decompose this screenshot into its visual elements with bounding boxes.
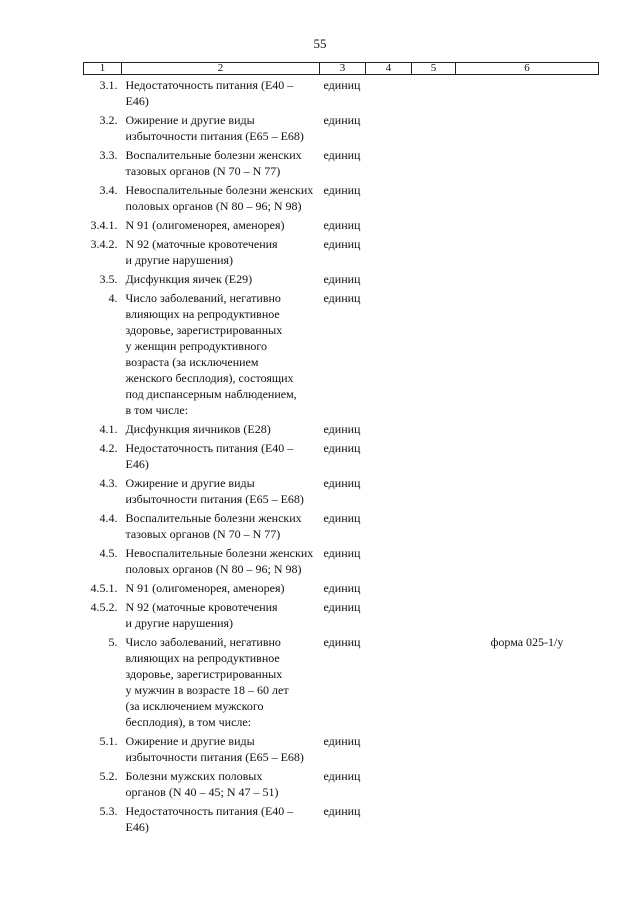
col-4-value (366, 182, 412, 217)
unit-of-measure: единиц (323, 237, 361, 251)
row-number: 4.5.1. (90, 581, 118, 595)
header-col-4: 4 (366, 63, 412, 75)
table-body (84, 75, 599, 839)
col-5-value (412, 182, 456, 217)
unit-of-measure: единиц (323, 441, 361, 455)
col-5-value (412, 75, 456, 113)
col-5-value (412, 768, 456, 803)
indicator-name: Воспалительные болезни женских тазовых органов (N 70 – N 77) (125, 511, 302, 541)
unit-of-measure: единиц (323, 511, 361, 525)
data-source (456, 182, 599, 217)
col-5-value (412, 290, 456, 421)
col-4-value (366, 768, 412, 803)
row-number: 4.1. (99, 422, 118, 436)
col-4-value (366, 421, 412, 440)
table-row (84, 634, 599, 733)
data-source (456, 599, 599, 634)
unit-of-measure: единиц (323, 635, 361, 649)
col-5-value (412, 421, 456, 440)
col-4-value (366, 545, 412, 580)
unit-of-measure: единиц (323, 600, 361, 614)
unit-of-measure: единиц (323, 218, 361, 232)
unit-of-measure: единиц (323, 148, 361, 162)
col-5-value (412, 545, 456, 580)
col-4-value (366, 271, 412, 290)
col-4-value (366, 475, 412, 510)
col-4-value (366, 217, 412, 236)
unit-of-measure: единиц (323, 546, 361, 560)
col-5-value (412, 510, 456, 545)
indicator-name: Недостаточность питания (E40 – E46) (125, 78, 294, 108)
row-number: 3.3. (99, 148, 118, 162)
indicator-name: Ожирение и другие виды избыточности питания (E65 – E68) (125, 476, 304, 506)
unit-of-measure: единиц (323, 734, 361, 748)
col-5-value (412, 475, 456, 510)
data-source (456, 75, 599, 113)
indicator-name: Болезни мужских половых органов (N 40 – 45; N 47 – 51) (125, 769, 279, 799)
col-5-value (412, 599, 456, 634)
table-row (84, 75, 599, 113)
indicator-name: Недостаточность питания (E40 – E46) (125, 441, 294, 471)
indicator-name: Недостаточность питания (E40 – E46) (125, 804, 294, 834)
unit-of-measure: единиц (323, 769, 361, 783)
indicator-name: Невоспалительные болезни женских половых органов (N 80 – 96; N 98) (125, 183, 314, 213)
col-4-value (366, 599, 412, 634)
row-number: 3.4.1. (90, 218, 118, 232)
col-5-value (412, 733, 456, 768)
col-5-value (412, 634, 456, 733)
indicator-name: N 92 (маточные кровотечения и другие нарушения) (125, 600, 278, 630)
data-source (456, 421, 599, 440)
table-row (84, 580, 599, 599)
unit-of-measure: единиц (323, 272, 361, 286)
unit-of-measure: единиц (323, 804, 361, 818)
table-row (84, 545, 599, 580)
table-row (84, 510, 599, 545)
unit-of-measure: единиц (323, 291, 361, 305)
data-source (456, 803, 599, 838)
col-4-value (366, 440, 412, 475)
col-4-value (366, 733, 412, 768)
indicator-name: Ожирение и другие виды избыточности питания (E65 – E68) (125, 734, 304, 764)
row-number: 4. (108, 291, 118, 305)
col-5-value (412, 112, 456, 147)
indicator-name: Дисфункция яичек (E29) (125, 272, 253, 286)
row-number: 3.4.2. (90, 237, 118, 251)
row-number: 4.2. (99, 441, 118, 455)
data-source (456, 440, 599, 475)
table-row (84, 421, 599, 440)
data-source (456, 510, 599, 545)
col-5-value (412, 580, 456, 599)
col-5-value (412, 271, 456, 290)
unit-of-measure: единиц (323, 113, 361, 127)
unit-of-measure: единиц (323, 78, 361, 92)
col-4-value (366, 634, 412, 733)
row-number: 3.4. (99, 183, 118, 197)
table-row (84, 733, 599, 768)
indicator-name: Дисфункция яичников (E28) (125, 422, 271, 436)
table-row (84, 803, 599, 838)
data-source (456, 236, 599, 271)
table-row (84, 440, 599, 475)
col-5-value (412, 440, 456, 475)
row-number: 5.3. (99, 804, 118, 818)
table-row (84, 182, 599, 217)
table-row (84, 147, 599, 182)
page-number: 55 (313, 36, 327, 51)
table-row (84, 290, 599, 421)
table-row (84, 768, 599, 803)
col-4-value (366, 290, 412, 421)
table-row (84, 475, 599, 510)
col-5-value (412, 147, 456, 182)
row-number: 4.4. (99, 511, 118, 525)
data-source (456, 580, 599, 599)
row-number: 3.5. (99, 272, 118, 286)
header-col-5: 5 (412, 63, 456, 75)
row-number: 3.2. (99, 113, 118, 127)
row-number: 5. (108, 635, 118, 649)
row-number: 3.1. (99, 78, 118, 92)
col-4-value (366, 580, 412, 599)
col-4-value (366, 112, 412, 147)
header-row (84, 63, 599, 75)
indicator-name: Число заболеваний, негативно влияющих на репродуктивное здоровье, зарегистрированных у женщин репродуктивного возраста (за исключением женского бесплодия), состоящих под диспансерным наблюдением, в том числе: (125, 291, 297, 417)
col-4-value (366, 147, 412, 182)
indicator-name: N 92 (маточные кровотечения и другие нарушения) (125, 237, 278, 267)
data-source (456, 271, 599, 290)
table-row (84, 271, 599, 290)
data-source (456, 545, 599, 580)
data-source (456, 217, 599, 236)
col-4-value (366, 75, 412, 113)
table-header (84, 63, 599, 75)
row-number: 5.1. (99, 734, 118, 748)
row-number: 4.5. (99, 546, 118, 560)
indicator-name: Воспалительные болезни женских тазовых органов (N 70 – N 77) (125, 148, 302, 178)
indicator-name: N 91 (олигоменорея, аменорея) (125, 218, 285, 232)
col-5-value (412, 236, 456, 271)
unit-of-measure: единиц (323, 476, 361, 490)
table-row (84, 217, 599, 236)
col-4-value (366, 510, 412, 545)
unit-of-measure: единиц (323, 183, 361, 197)
table-row (84, 112, 599, 147)
data-source (456, 475, 599, 510)
header-col-6: 6 (456, 63, 599, 75)
data-source (456, 147, 599, 182)
table-row (84, 599, 599, 634)
col-5-value (412, 803, 456, 838)
table-row (84, 236, 599, 271)
indicator-name: Число заболеваний, негативно влияющих на репродуктивное здоровье, зарегистрированных у мужчин в возрасте 18 – 60 лет (за исключением мужского бесплодия), в том числе: (125, 635, 289, 729)
indicator-name: Ожирение и другие виды избыточности питания (E65 – E68) (125, 113, 304, 143)
data-source (456, 733, 599, 768)
col-4-value (366, 803, 412, 838)
header-col-2: 2 (122, 63, 320, 75)
data-source (456, 112, 599, 147)
unit-of-measure: единиц (323, 581, 361, 595)
indicator-name: N 91 (олигоменорея, аменорея) (125, 581, 285, 595)
data-source (456, 290, 599, 421)
col-5-value (412, 217, 456, 236)
indicator-name: Невоспалительные болезни женских половых органов (N 80 – 96; N 98) (125, 546, 314, 576)
row-number: 4.3. (99, 476, 118, 490)
indicator-table (83, 62, 599, 838)
header-col-1: 1 (84, 63, 122, 75)
row-number: 4.5.2. (90, 600, 118, 614)
unit-of-measure: единиц (323, 422, 361, 436)
row-number: 5.2. (99, 769, 118, 783)
data-source (456, 768, 599, 803)
col-4-value (366, 236, 412, 271)
header-col-3: 3 (320, 63, 366, 75)
data-source: форма 025-1/у (490, 635, 564, 649)
